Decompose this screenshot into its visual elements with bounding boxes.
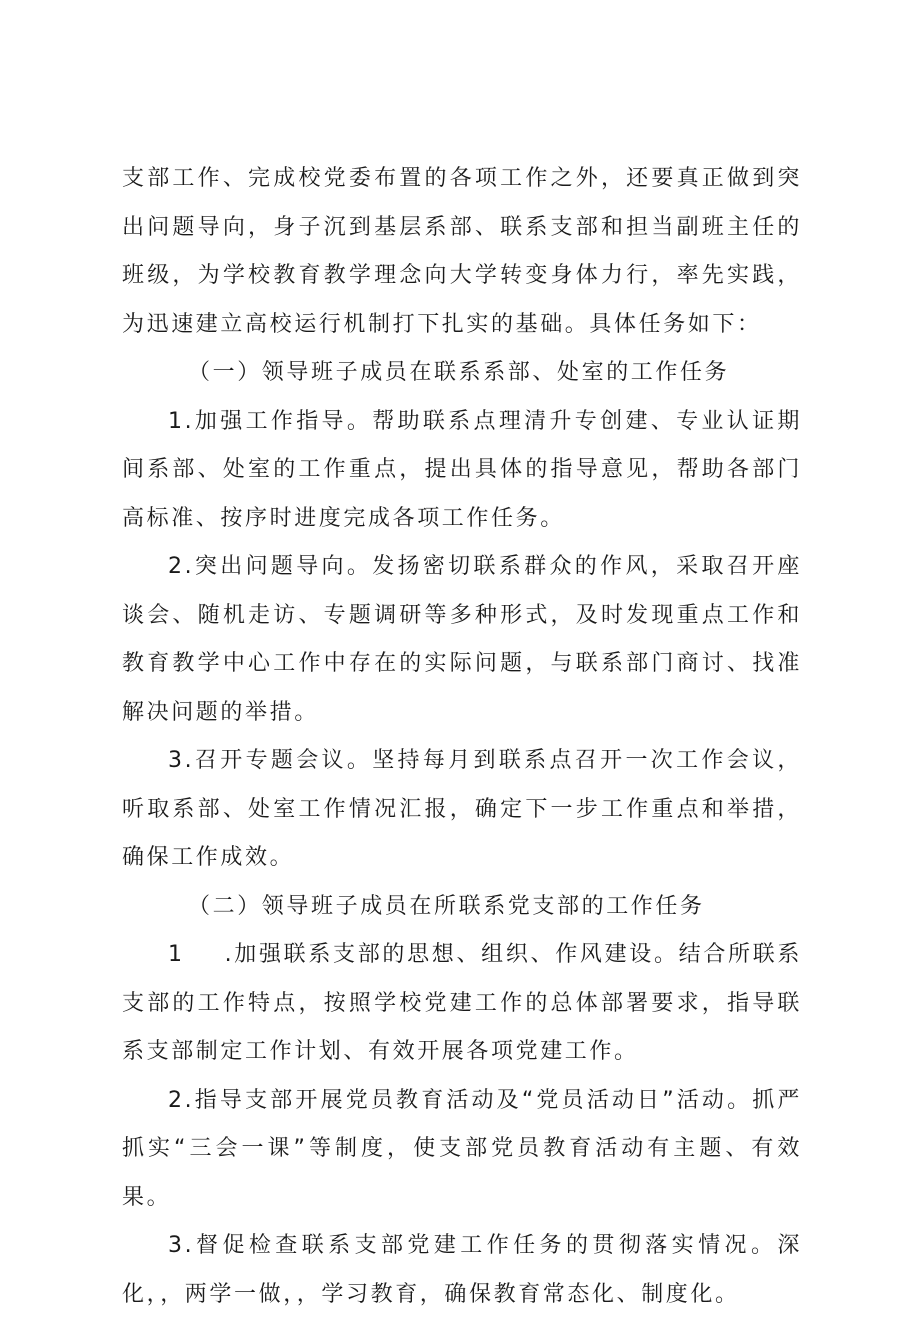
section-heading-1: （一）领导班子成员在联系系部、处室的工作任务: [188, 360, 730, 385]
item-text: .突出问题导向。发扬密切联系群众的作风，采取召开座谈会、随机走访、专题调研等多种形式，及时发现重点工作和教育教学中心工作中存在的实际问题，与联系部门商讨、找准解决问题的举措。: [122, 554, 802, 725]
item-text: .督促检查联系支部党建工作任务的贯彻落实情况。深化，，两学一做，，学习教育，确保教育常态化、制度化。: [122, 1233, 802, 1307]
list-item-2-1: [122, 931, 802, 1077]
list-item-1-2: [122, 543, 802, 737]
item-number: 2: [168, 554, 185, 579]
item-number: 3: [168, 1233, 185, 1258]
item-number: 1: [168, 942, 185, 967]
item-text: .召开专题会议。坚持每月到联系点召开一次工作会议，听取系部、处室工作情况汇报，确定下一步工作重点和举措，确保工作成效。: [122, 748, 802, 870]
list-item-2-3: [122, 1222, 802, 1319]
intro-paragraph: 支部工作、完成校党委布置的各项工作之外，还要真正做到突出问题导向，身子沉到基层系部、联系支部和担当副班主任的班级，为学校教育教学理念向大学转变身体力行，率先实践，为迅速建立高校运行机制打下扎实的基础。具体任务如下：: [122, 166, 802, 337]
document-body: [122, 155, 802, 1319]
list-item-1-3: [122, 737, 802, 883]
list-item-1-1: [122, 398, 802, 544]
item-text: .加强工作指导。帮助联系点理清升专创建、专业认证期间系部、处室的工作重点，提出具体的指导意见，帮助各部门高标准、按序时进度完成各项工作任务。: [122, 408, 802, 531]
item-text: .指导支部开展党员教育活动及“党员活动日”活动。抓严抓实“三会一课”等制度，使支部党员教育活动有主题、有效果。: [122, 1087, 802, 1210]
list-item-2-2: [122, 1077, 802, 1223]
item-number: 3: [168, 748, 185, 773]
item-number: 2: [168, 1087, 185, 1113]
section-heading-2: （二）领导班子成员在所联系党支部的工作任务: [188, 893, 705, 919]
item-number: 1: [168, 408, 185, 434]
item-text: .加强联系支部的思想、组织、作风建设。结合所联系支部的工作特点，按照学校党建工作的总体部署要求，指导联系支部制定工作计划、有效开展各项党建工作。: [122, 942, 802, 1064]
